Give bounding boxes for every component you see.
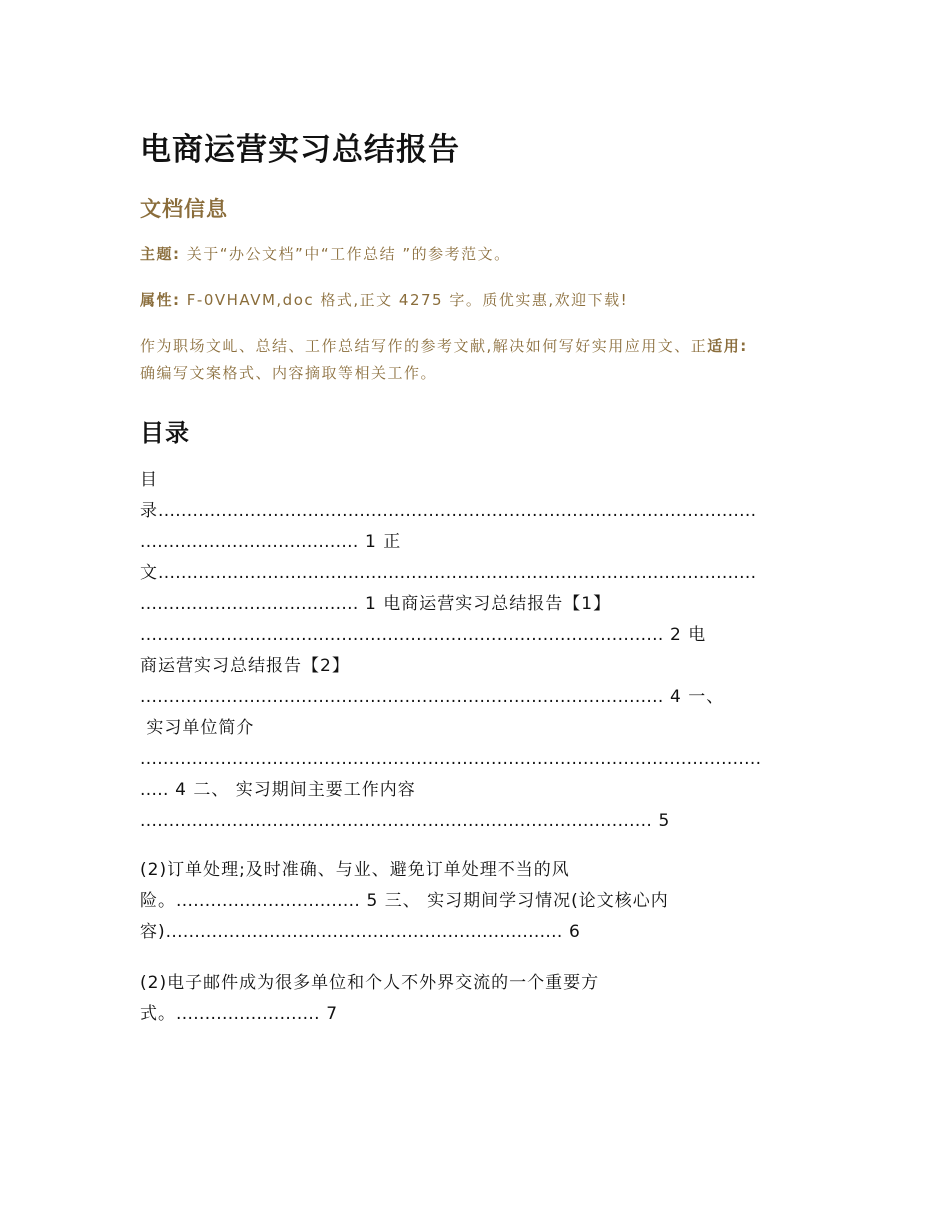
toc-line xyxy=(140,968,599,999)
toc-line xyxy=(140,651,350,682)
toc-line xyxy=(140,886,669,917)
toc-text: 目 xyxy=(140,470,158,490)
toc-leader-dots: ................................ xyxy=(176,891,361,911)
toc-line xyxy=(140,999,338,1030)
usage-label: 适用: xyxy=(707,337,748,355)
usage-paragraph xyxy=(140,333,820,387)
toc-leader-dots: ........................................................................................... xyxy=(140,625,664,645)
toc-line xyxy=(140,713,254,744)
attributes-text: F-0VHAVM,doc 格式,正文 4275 字。质优实惠,欢迎下载! xyxy=(186,291,629,309)
toc-line xyxy=(140,620,706,651)
toc-leader-dots: ........................................................................................... xyxy=(140,687,664,707)
toc-text: 7 xyxy=(319,1004,339,1024)
toc-text: 文 xyxy=(140,563,158,583)
toc-line xyxy=(140,775,416,806)
toc-text: 5 三、 实习期间学习情况(论文核心内 xyxy=(360,891,669,911)
toc-line xyxy=(140,527,401,558)
topic-text: 关于“办公文档”中“工作总结 ”的参考范文。 xyxy=(186,245,511,263)
usage-text-2: 确编写文案格式、内容摘取等相关工作。 xyxy=(140,364,438,382)
attributes-line xyxy=(140,287,820,314)
toc-text: 5 xyxy=(652,811,671,831)
toc-text: 式。 xyxy=(140,1004,176,1024)
toc-heading: 目录 xyxy=(140,419,190,447)
toc-line xyxy=(140,744,761,775)
toc-text: 实习单位简介 xyxy=(140,718,255,738)
toc-leader-dots: ......................... xyxy=(176,1004,320,1024)
toc-line xyxy=(140,558,756,589)
toc-text: 容) xyxy=(140,922,166,942)
attributes-label: 属性: xyxy=(140,291,181,309)
toc-text: 商运营实习总结报告【2】 xyxy=(140,656,350,676)
toc-text: 6 xyxy=(562,922,581,942)
toc-leader-dots: ..................................................................... xyxy=(165,922,563,942)
toc-leader-dots: ........................................................................................................ xyxy=(158,501,757,521)
toc-text: (2)电子邮件成为很多单位和个人不外界交流的一个重要方 xyxy=(140,973,600,993)
toc-line xyxy=(140,465,158,496)
toc-leader-dots: ...................................... xyxy=(140,594,359,614)
toc-text: 1 正 xyxy=(358,532,402,552)
toc-line xyxy=(140,855,570,886)
toc-text: 4 二、 实习期间主要工作内容 xyxy=(168,780,416,800)
toc-line xyxy=(140,917,581,948)
topic-line xyxy=(140,241,820,268)
toc-leader-dots: ......................................................................................... xyxy=(140,811,653,831)
toc-leader-dots: ...................................... xyxy=(140,532,359,552)
toc-text: 4 一、 xyxy=(663,687,725,707)
toc-text: 险。 xyxy=(140,891,176,911)
toc-leader-dots: ............................................................................................................ xyxy=(140,749,762,769)
toc-text: 2 电 xyxy=(663,625,707,645)
toc-leader-dots: ..... xyxy=(140,780,169,800)
usage-text-1: 作为职场文乢、总结、工作总结写作的参考文献,解决如何写好实用应用文、正 xyxy=(140,337,708,355)
toc-leader-dots: ........................................................................................................ xyxy=(158,563,757,583)
doc-info-heading: 文档信息 xyxy=(140,197,228,221)
toc-line xyxy=(140,496,756,527)
toc-line xyxy=(140,682,724,713)
toc-line xyxy=(140,806,670,837)
toc-text: 1 电商运营实习总结报告【1】 xyxy=(358,594,612,614)
topic-label: 主题: xyxy=(140,245,181,263)
document-title: 电商运营实习总结报告 xyxy=(140,132,460,168)
toc-line xyxy=(140,589,611,620)
toc-text: 录 xyxy=(140,501,158,521)
toc-text: (2)订单处理;及时准确、与业、避免订单处理不当的风 xyxy=(140,860,570,880)
